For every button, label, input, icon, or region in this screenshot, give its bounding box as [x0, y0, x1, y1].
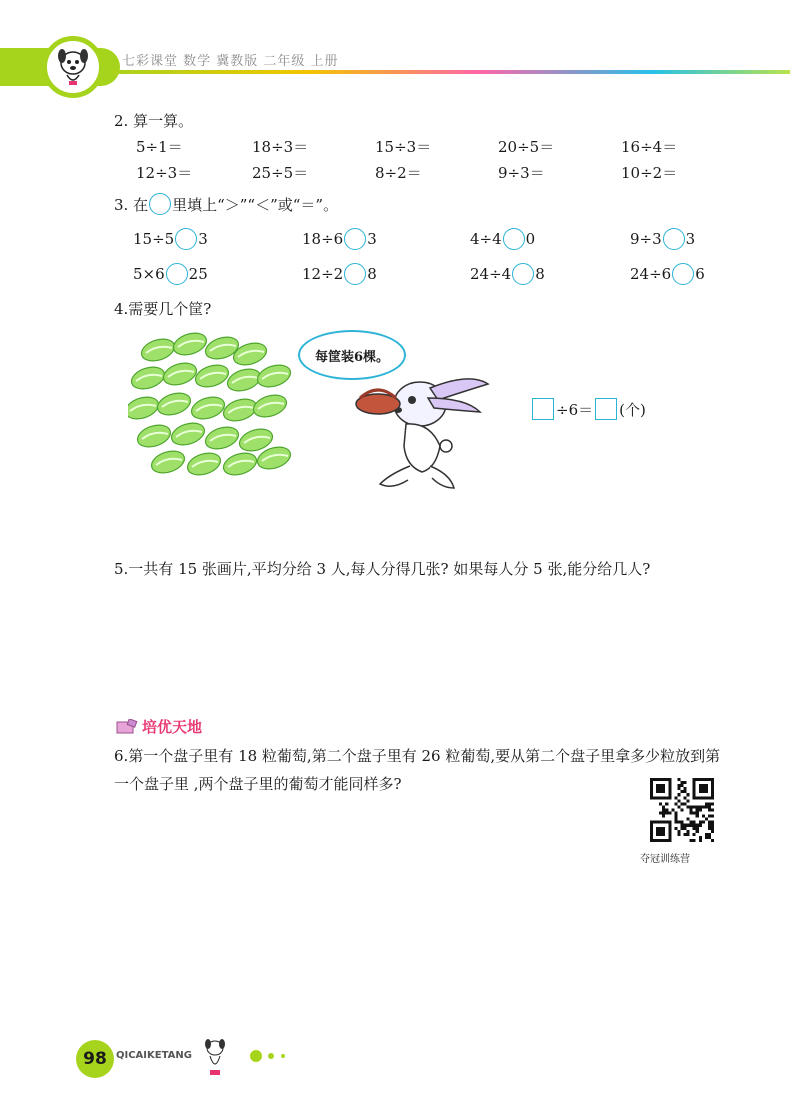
comparison-circle[interactable] [672, 263, 694, 285]
comparison-left: 5×6 [133, 265, 165, 283]
answer-box[interactable] [532, 398, 554, 420]
page-header [0, 0, 800, 110]
cabbage [149, 447, 188, 477]
footer-dot [281, 1054, 285, 1058]
cabbage [221, 449, 260, 479]
comparison-problem [302, 263, 377, 285]
comparison-problem [630, 228, 695, 250]
arithmetic-problem: 5÷1＝ [136, 138, 183, 156]
cabbage-pile-image [128, 330, 298, 480]
arithmetic-problem: 16÷4＝ [621, 138, 678, 156]
cabbage [255, 361, 294, 391]
equation-unit: (个) [619, 400, 646, 419]
comparison-right: 3 [198, 230, 208, 248]
rabbit-carrying-basket-image [350, 362, 490, 492]
footer-dot [268, 1053, 274, 1059]
comparison-right: 8 [535, 265, 545, 283]
comparison-problem [470, 228, 535, 250]
comparison-circle[interactable] [663, 228, 685, 250]
comparison-left: 24÷6 [630, 265, 672, 283]
arithmetic-problem: 8÷2＝ [375, 164, 422, 182]
header-title: 七彩课堂 数学 冀教版 二年级 上册 [122, 54, 339, 69]
equation-middle: ÷6＝ [556, 400, 594, 419]
comparison-left: 4÷4 [470, 230, 502, 248]
cabbage [251, 391, 290, 421]
header-rainbow-line [100, 70, 790, 74]
comparison-right: 6 [695, 265, 705, 283]
comparison-left: 9÷3 [630, 230, 662, 248]
section-title-text: 培优天地 [142, 718, 203, 736]
comparison-problem [630, 263, 705, 285]
comparison-problem [302, 228, 377, 250]
question-4-title: 4.需要几个筐? [114, 300, 212, 318]
question-3-suffix: 里填上“＞”“＜”或“＝”。 [172, 195, 339, 214]
arithmetic-problem: 9÷3＝ [498, 164, 545, 182]
comparison-problem [133, 263, 208, 285]
arithmetic-problem: 18÷3＝ [252, 138, 309, 156]
comparison-circle[interactable] [344, 228, 366, 250]
comparison-problem [133, 228, 208, 250]
section-title [116, 716, 202, 737]
cabbage [139, 335, 178, 365]
footer-dot [250, 1050, 262, 1062]
question-2-title: 2. 算一算。 [114, 112, 194, 130]
comparison-right: 8 [367, 265, 377, 283]
circle-icon [149, 193, 171, 215]
cabbage [189, 393, 228, 423]
cabbage [129, 363, 168, 393]
cabbage [128, 393, 161, 423]
cabbage [135, 421, 174, 451]
answer-box[interactable] [595, 398, 617, 420]
pencil-box-icon [116, 719, 138, 735]
comparison-right: 25 [188, 265, 208, 283]
cabbage [169, 419, 208, 449]
comparison-circle[interactable] [166, 263, 188, 285]
question-3-title [114, 193, 338, 215]
cabbage [155, 389, 194, 419]
comparison-left: 12÷2 [302, 265, 344, 283]
footer-brand: QICAIKETANG [116, 1050, 192, 1061]
arithmetic-problem: 25÷5＝ [252, 164, 309, 182]
comparison-problem [470, 263, 545, 285]
comparison-right: 3 [367, 230, 377, 248]
question-4-equation [530, 398, 646, 420]
cabbage [185, 449, 224, 479]
comparison-circle[interactable] [512, 263, 534, 285]
question-3-prefix: 3. 在 [114, 195, 149, 214]
comparison-circle[interactable] [503, 228, 525, 250]
cabbage [171, 330, 210, 359]
cabbage [161, 359, 200, 389]
comparison-right: 3 [685, 230, 696, 248]
comparison-left: 24÷4 [470, 265, 512, 283]
comparison-left: 18÷6 [302, 230, 344, 248]
cabbage [203, 423, 242, 453]
arithmetic-problem: 12÷3＝ [136, 164, 193, 182]
qr-caption: 夺冠训练营 [640, 854, 690, 865]
speech-bubble-text: 每筐装6棵。 [314, 349, 390, 365]
question-6-text: 6.第一个盘子里有 18 粒葡萄,第二个盘子里有 26 粒葡萄,要从第二个盘子里拿多少粒放到第一个盘子里 ,两个盘子里的葡萄才能同样多? [114, 747, 721, 793]
page-number: 98 [83, 1049, 107, 1069]
comparison-left: 15÷5 [133, 230, 175, 248]
mascot-logo-icon [42, 36, 104, 98]
question-5-text: 5.一共有 15 张画片,平均分给 3 人,每人分得几张? 如果每人分 5 张,能分给几人? [114, 560, 651, 578]
comparison-right: 0 [525, 230, 536, 248]
qr-code-icon[interactable] [650, 778, 714, 842]
footer-mascot-icon [200, 1036, 230, 1080]
arithmetic-problem: 20÷5＝ [498, 138, 555, 156]
arithmetic-problem: 15÷3＝ [375, 138, 432, 156]
page-number-badge [76, 1040, 114, 1078]
cabbage [193, 361, 232, 391]
comparison-circle[interactable] [344, 263, 366, 285]
arithmetic-problem: 10÷2＝ [621, 164, 678, 182]
comparison-circle[interactable] [175, 228, 197, 250]
